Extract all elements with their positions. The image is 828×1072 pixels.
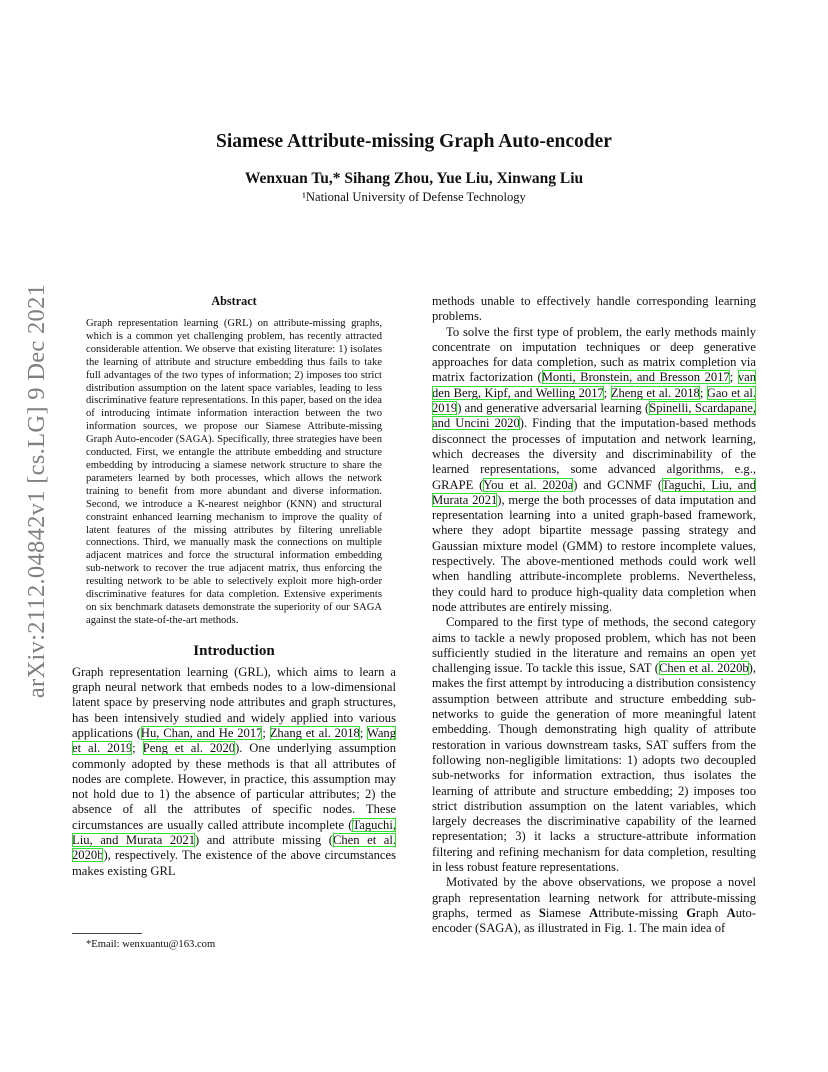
body-paragraph <box>432 875 756 936</box>
introduction-paragraph <box>72 665 396 879</box>
continued-paragraph: methods unable to effectively handle corresponding learning problems. <box>432 294 756 324</box>
text-run: ; <box>699 385 707 400</box>
abstract-heading: Abstract <box>211 294 257 308</box>
citation-link[interactable]: Wang et al. 2019 <box>72 725 397 756</box>
body-paragraph <box>432 615 756 875</box>
body-paragraph <box>432 325 756 616</box>
text-run: ), merge the both processes of data imputation and representation learning into a united graph-based framework, where they adopt bipartite message passing strategy and Gaussian mixture model (GMM) to restore incomplete values, respectively. The above-mentioned methods could work well when handling attribute-incomplete problems. Nevertheless, they could hard to produce high-quality data completion when node attributes are entirely missing. <box>432 492 756 614</box>
citation-link[interactable]: Taguchi, Liu, and Murata 2021 <box>72 817 396 848</box>
text-run: ) and attribute missing ( <box>195 833 333 848</box>
citation-link[interactable]: Monti, Bronstein, and Bresson 2017 <box>541 370 730 385</box>
text-run: Motivated by the above observations, we propose a novel graph representation learning network for attribute-missing graphs, termed as <box>432 875 756 920</box>
right-column <box>432 294 756 936</box>
citation-link[interactable]: Gao et al. 2019 <box>432 385 757 416</box>
text-run: ) and GCNMF ( <box>573 477 663 492</box>
citation-link[interactable]: Peng et al. 2020 <box>142 741 236 756</box>
text-run: ; <box>359 725 367 740</box>
citation-link[interactable]: Taguchi, Liu, and Murata 2021 <box>432 477 756 507</box>
abstract-text: Graph representation learning (GRL) on attribute-missing graphs, which is a common yet challenging problem, has recently attracted considerable attention. We observe that existing literature: 1) isolates the learning of attribute and structure embedding thus fails to take full advantages of the two types of information; 2) imposes too strict distribution assumption on the latent space variables, leading to less discriminative feature representations. In this paper, based on the idea of introducing intimate information interaction between the two information sources, we propose our Siamese Attribute-missing Graph Auto-encoder (SAGA). Specifically, three strategies have been conducted. First, we entangle the attribute embedding and structure embedding by introducing a siamese network structure to share the parameters learned by both processes, which allows the network training to benefit from more abundant and diverse information. Second, we introduce a K-nearest neighbor (KNN) and structural constraint enhanced learning mechanism to improve the quality of latent features of the missing attributes by filtering unreliable connections. Third, we manually mask the connections on multiple adjacent matrices and force the structural information embedding sub-network to recover the true adjacent matrix, thus enforcing the resulting network to be able to selectively exploit more high-order discriminative features for data completion. Extensive experiments on six benchmark datasets demonstrate the superiority of our SAGA against the state-of-the-art methods. <box>86 318 382 626</box>
citation-link[interactable]: van den Berg, Kipf, and Welling 2017 <box>432 370 756 400</box>
text-run: ttribute-missing <box>598 905 687 920</box>
footnote-email: *Email: wenxuantu@163.com <box>86 939 216 950</box>
citation-link[interactable]: Zhang et al. 2018 <box>269 725 360 740</box>
citation-link[interactable]: Chen et al. 2020b <box>658 661 749 676</box>
text-run: ). One underlying assumption commonly adopted by these methods is that all attributes of nodes are complete. However, in practice, this assumption may not hold due to 1) the absence of particular attributes; 2) the absence of all the attributes of specific nodes. These circumstances are usually called attribute incomplete ( <box>72 741 396 832</box>
author-list: Wenxuan Tu,* Sihang Zhou, Yue Liu, Xinwang Liu <box>244 170 584 187</box>
footnote-rule <box>72 933 142 934</box>
citation-link[interactable]: You et al. 2020a <box>483 477 574 492</box>
citation-link[interactable]: Spinelli, Scardapane, and Uncini 2020 <box>432 401 756 431</box>
text-run: ), respectively. The existence of the above circumstances makes existing GRL <box>72 848 396 878</box>
bold-letter: A <box>589 905 599 920</box>
text-run: Compared to the first type of methods, the second category aims to tackle a newly proposed problem, which has not been sufficiently studied in the literature and remains an open yet challenging issue. To tackle this issue, SAT ( <box>432 615 756 676</box>
arxiv-identifier-text: arXiv:2112.04842v1 [cs.LG] 9 Dec 2021 <box>23 283 50 698</box>
affiliation: ¹National University of Defense Technology <box>302 190 526 204</box>
text-run: ; <box>262 725 270 740</box>
text-run: raph <box>696 905 727 920</box>
bold-letter: S <box>538 905 546 920</box>
bold-letter: G <box>686 905 696 920</box>
bold-letter: A <box>726 905 736 920</box>
arxiv-identifier <box>22 283 52 698</box>
introduction-heading: Introduction <box>193 642 275 659</box>
text-run: ). Finding that the imputation-based methods disconnect the processes of imputation and network learning, which decreases the diversity and discriminability of the learned representations, some advanced algorithms, e.g., GRAPE ( <box>432 416 756 492</box>
text-run: ; <box>603 385 611 400</box>
text-run: ) and generative adversarial learning ( <box>457 401 650 416</box>
paper-title: Siamese Attribute-missing Graph Auto-encoder <box>216 131 612 152</box>
text-run: To solve the first type of problem, the early methods mainly concentrate on imputation techniques or deep generative approaches for data completion, such as matrix completion via matrix factorization ( <box>432 324 756 385</box>
text-run: ), makes the first attempt by introducing a distribution consistency assumption between attribute and structure embedding sub-networks to guide the generation of more meaningful latent embedding. Though demonstrating high quality of attribute restoration in various downstream tasks, SAT suffers from the following non-negligible limitations: 1) adopts two decoupled sub-networks for information extraction, thus isolates the learning of attribute and structure embedding; 2) imposes too strict distribution assumption on the latent variables, which largely decreases the discriminative capability of the learned representation; 3) it lacks a structure-attribute information filtering and refining mechanism for data completion, resulting in less robust feature representations. <box>432 661 757 874</box>
text-run: uto-encoder (SAGA), as illustrated in Fig. 1. The main idea of <box>432 905 757 936</box>
text-run: ; <box>729 370 738 385</box>
citation-link[interactable]: Hu, Chan, and He 2017 <box>140 725 263 740</box>
text-run: Graph representation learning (GRL), which aims to learn a graph neural network that embeds nodes to a low-dimensional latent space by preserving node attributes and graph structures, has been intensively studied and widely applied into various applications ( <box>72 664 396 740</box>
left-column <box>72 294 396 879</box>
text-run: ; <box>132 741 143 756</box>
citation-link[interactable]: Zheng et al. 2018 <box>610 385 700 400</box>
citation-link[interactable]: Chen et al. 2020b <box>72 833 396 863</box>
text-run: iamese <box>545 905 590 920</box>
